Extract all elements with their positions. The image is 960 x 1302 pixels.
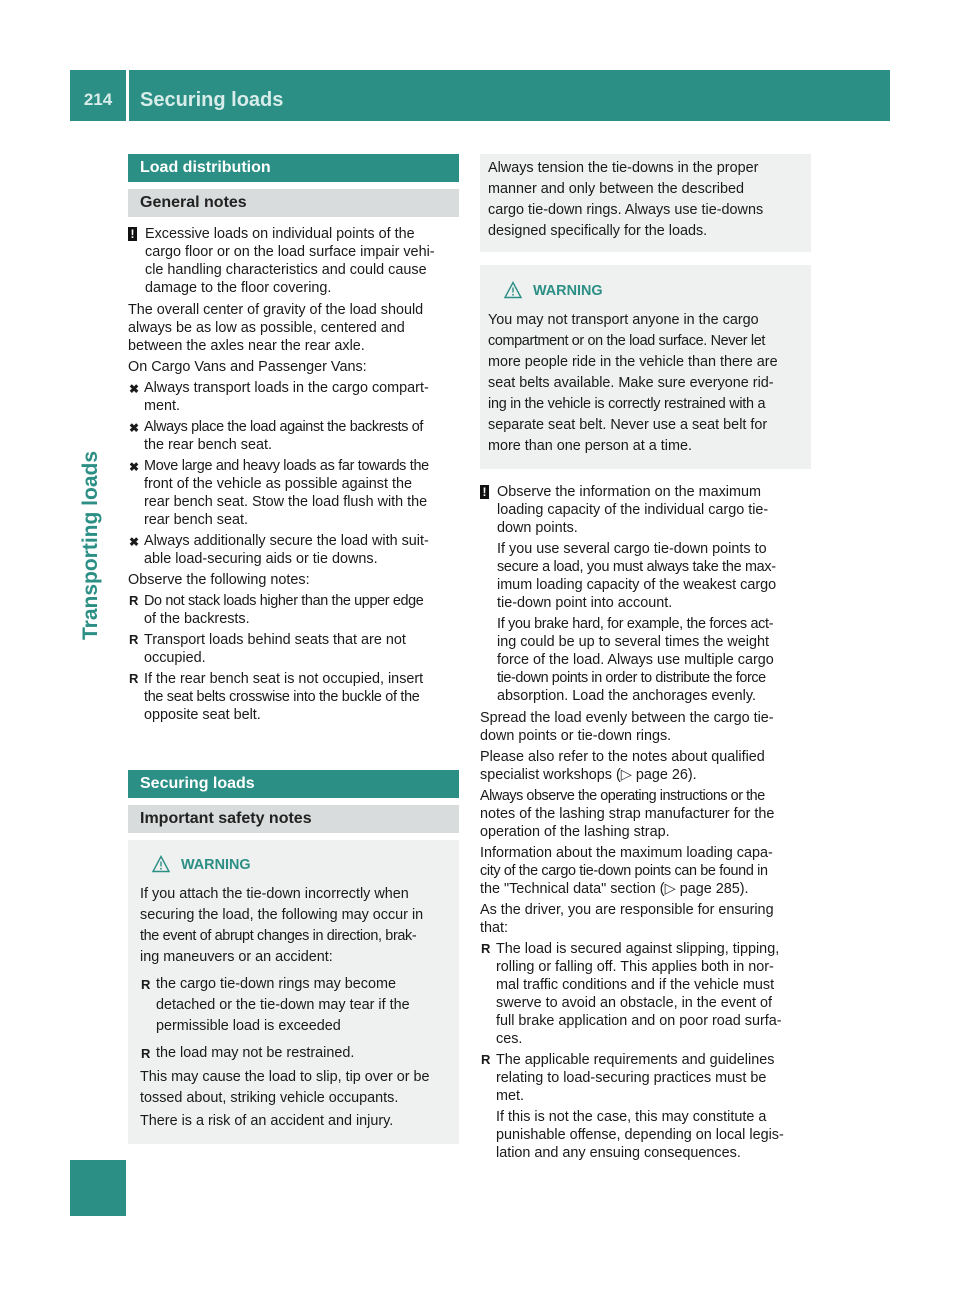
arrow-step-icon: ✖ [129, 421, 140, 435]
arrow-step-icon: ✖ [129, 535, 140, 549]
right-column [480, 154, 811, 1165]
list-item: R Transport loads behind seats that are not occupied. [129, 632, 406, 666]
bullet-icon: R [481, 941, 491, 956]
warning-list-item: R the cargo tie-down rings may become detached or the tie-down may tear if the permissible load is exceeded [141, 976, 410, 1034]
warning-triangle-icon [504, 281, 522, 299]
paragraph-technical-data: Information about the maximum loading capa- city of the cargo tie-down points can be found in the "Technical data" section (▷ page 285). [480, 845, 773, 897]
header-divider [126, 70, 129, 121]
warning-risk: There is a risk of an accident and injury. [140, 1113, 394, 1129]
page-title: Securing loads [140, 89, 284, 111]
subheading-important-safety-notes: Important safety notes [128, 805, 459, 833]
list-item: R The load is secured against slipping, tipping, rolling or falling off. This applies both in nor- mal traffic conditions and if the vehicle must swerve to avoid an obstacle, in the event of full brake application and on poor road surfa- ces. [481, 941, 782, 1047]
list-item: R If the rear bench seat is not occupied, insert the seat belts crosswise into the buckle of the opposite seat belt. [129, 671, 424, 723]
bullet-icon: R [481, 1052, 491, 1067]
paragraph-vans: On Cargo Vans and Passenger Vans: [128, 359, 367, 375]
bullet-icon: R [129, 632, 139, 647]
list-item: R The applicable requirements and guidelines relating to load-securing practices must be met. If this is not the case, this may constitute a punishable offense, depending on local legis- lation and any ensuing consequences. [481, 1052, 784, 1161]
page-ref-link[interactable]: page 26). [635, 767, 697, 783]
tip-box-tension: Always tension the tie-downs in the proper manner and only between the described cargo tie-down rings. Always use tie-downs designed specifically for the loads. [480, 154, 811, 252]
paragraph-spread-load: Spread the load evenly between the cargo tie- down points or tie-down rings. [480, 710, 774, 744]
paragraph-driver-responsible: As the driver, you are responsible for ensuring that: [480, 902, 774, 936]
exclamation-icon: ! [128, 227, 137, 241]
page-ref-arrow-icon: ▷ [664, 881, 680, 897]
step-item: ✖ Always additionally secure the load with suit- able load-securing aids or tie downs. [129, 533, 429, 567]
page-ref-arrow-icon: ▷ [620, 767, 636, 783]
bullet-icon: R [129, 671, 139, 686]
bullet-icon: R [141, 977, 151, 992]
page-ref-link[interactable]: page 285). [679, 881, 749, 897]
warning-heading: WARNING [504, 282, 801, 300]
paragraph-lashing-strap: Always observe the operating instructions or the notes of the lashing strap manufacturer for the operation of the lashing strap. [480, 788, 775, 840]
left-column [128, 154, 459, 1144]
warning-triangle-icon [152, 855, 170, 873]
note-maximum-loading: ! Observe the information on the maximum loading capacity of the individual cargo tie- down points. If you use several cargo tie-down points to secure a load, you must always take the max- imum loading capacity of the weakest cargo tie-down point into account. If you brake hard, for example, the forces act- ing could be up to several times the weight force of the load. Always use multiple cargo tie-down points in order to distribute the force absorption. Load the anchorages evenly. [480, 483, 811, 705]
warning-intro: If you attach the tie-down incorrectly when securing the load, the following may occur in the event of abrupt changes in direction, brak- ing maneuvers or an accident: [140, 886, 424, 965]
side-tab-marker [70, 1160, 126, 1216]
bullet-icon: R [129, 593, 139, 608]
paragraph-observe-notes: Observe the following notes: [128, 572, 310, 588]
section-heading-load-distribution: Load distribution [128, 154, 459, 182]
step-item: ✖ Move large and heavy loads as far towards the front of the vehicle as possible against the rear bench seat. Stow the load flush with the rear bench seat. [129, 458, 429, 528]
subheading-general-notes: General notes [128, 189, 459, 217]
list-item: R Do not stack loads higher than the upper edge of the backrests. [129, 593, 424, 627]
paragraph-center-of-gravity: The overall center of gravity of the load should always be as low as possible, centered and between the axles near the rear axle. [128, 302, 424, 354]
paragraph-workshops: Please also refer to the notes about qualified specialist workshops (▷ page 26). [480, 749, 765, 783]
warning-box-passengers [480, 265, 811, 469]
warning-heading: WARNING [152, 856, 449, 874]
arrow-step-icon: ✖ [129, 382, 140, 396]
bullet-icon: R [141, 1046, 151, 1061]
step-item: ✖ Always place the load against the backrests of the rear bench seat. [129, 419, 424, 453]
note-excessive-loads [128, 225, 459, 297]
warning-box-tie-down [128, 840, 459, 1144]
exclamation-icon: ! [480, 485, 489, 499]
warning-outro: This may cause the load to slip, tip over or be tossed about, striking vehicle occupants. [140, 1069, 430, 1106]
section-heading-securing-loads: Securing loads [128, 770, 459, 798]
note-text: Excessive loads on individual points of the cargo floor or on the load surface impair vehi- cle handling characteristics and could cause damage to the floor covering. [145, 226, 435, 296]
page-number: 214 [83, 90, 113, 109]
warning-text: You may not transport anyone in the cargo compartment or on the load surface. Never let more people ride in the vehicle than there are seat belts available. Make sure everyone rid- ing in the vehicle is correctly restrained with a separate seat belt. Never use a seat belt for more than one person at a time. [488, 312, 778, 454]
warning-list-item: R the load may not be restrained. [140, 1043, 449, 1064]
side-tab-label: Transporting loads [79, 450, 102, 640]
arrow-step-icon: ✖ [129, 460, 140, 474]
step-item: ✖ Always transport loads in the cargo compart- ment. [129, 380, 429, 414]
